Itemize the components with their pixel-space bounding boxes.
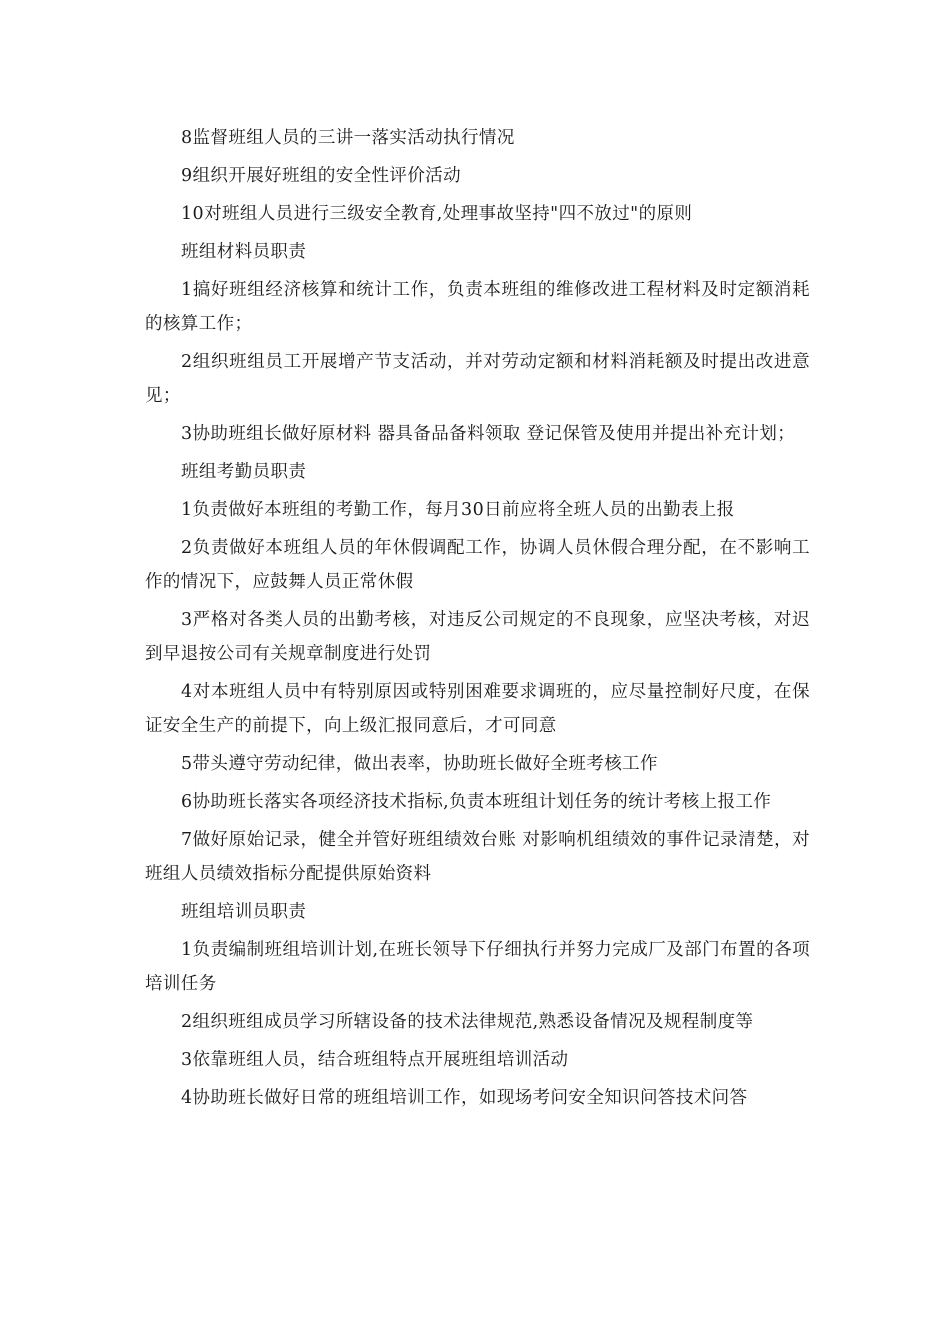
paragraph-attendance-1: 1负责做好本班组的考勤工作，每月30日前应将全班人员的出勤表上报	[181, 500, 735, 520]
paragraph-attendance-6: 6协助班长落实各项经济技术指标,负责本班组计划任务的统计考核上报工作	[181, 792, 772, 812]
paragraph-training-2: 2组织班组成员学习所辖设备的技术法律规范,熟悉设备情况及规程制度等	[181, 1012, 754, 1032]
paragraph-training-3: 3依靠班组人员，结合班组特点开展班组培训活动	[181, 1050, 569, 1070]
section-heading-training: 班组培训员职责	[181, 902, 307, 922]
section-heading-attendance: 班组考勤员职责	[181, 462, 307, 482]
paragraph-attendance-3: 3严格对各类人员的出勤考核，对违反公司规定的不良现象，应坚决考核，对迟到早退按公司有关规章制度进行处罚	[145, 610, 810, 664]
paragraph-item-9: 9组织开展好班组的安全性评价活动	[181, 166, 462, 186]
paragraph-materials-1: 1搞好班组经济核算和统计工作，负责本班组的维修改进工程材料及时定额消耗的核算工作；	[145, 280, 810, 334]
paragraph-materials-2: 2组织班组员工开展增产节支活动，并对劳动定额和材料消耗额及时提出改进意见；	[145, 352, 810, 406]
paragraph-materials-3: 3协助班组长做好原材料 器具备品备料领取 登记保管及使用并提出补充计划；	[181, 424, 796, 444]
paragraph-attendance-7: 7做好原始记录，健全并管好班组绩效台账 对影响机组绩效的事件记录清楚，对班组人员绩效指标分配提供原始资料	[145, 830, 810, 884]
paragraph-item-8: 8监督班组人员的三讲一落实活动执行情况	[181, 128, 515, 148]
section-heading-materials: 班组材料员职责	[181, 242, 307, 262]
paragraph-attendance-2: 2负责做好本班组人员的年休假调配工作，协调人员休假合理分配，在不影响工作的情况下，应鼓舞人员正常休假	[145, 538, 810, 592]
paragraph-item-10: 10对班组人员进行三级安全教育,处理事故坚持"四不放过"的原则	[181, 204, 693, 224]
document-body	[145, 121, 810, 1119]
paragraph-attendance-5: 5带头遵守劳动纪律，做出表率，协助班长做好全班考核工作	[181, 754, 658, 774]
paragraph-attendance-4: 4对本班组人员中有特别原因或特别困难要求调班的，应尽量控制好尺度，在保证安全生产的前提下，向上级汇报同意后，才可同意	[145, 682, 810, 736]
paragraph-training-4: 4协助班长做好日常的班组培训工作，如现场考问安全知识问答技术问答	[181, 1088, 748, 1108]
paragraph-training-1: 1负责编制班组培训计划,在班长领导下仔细执行并努力完成厂及部门布置的各项培训任务	[145, 940, 810, 994]
